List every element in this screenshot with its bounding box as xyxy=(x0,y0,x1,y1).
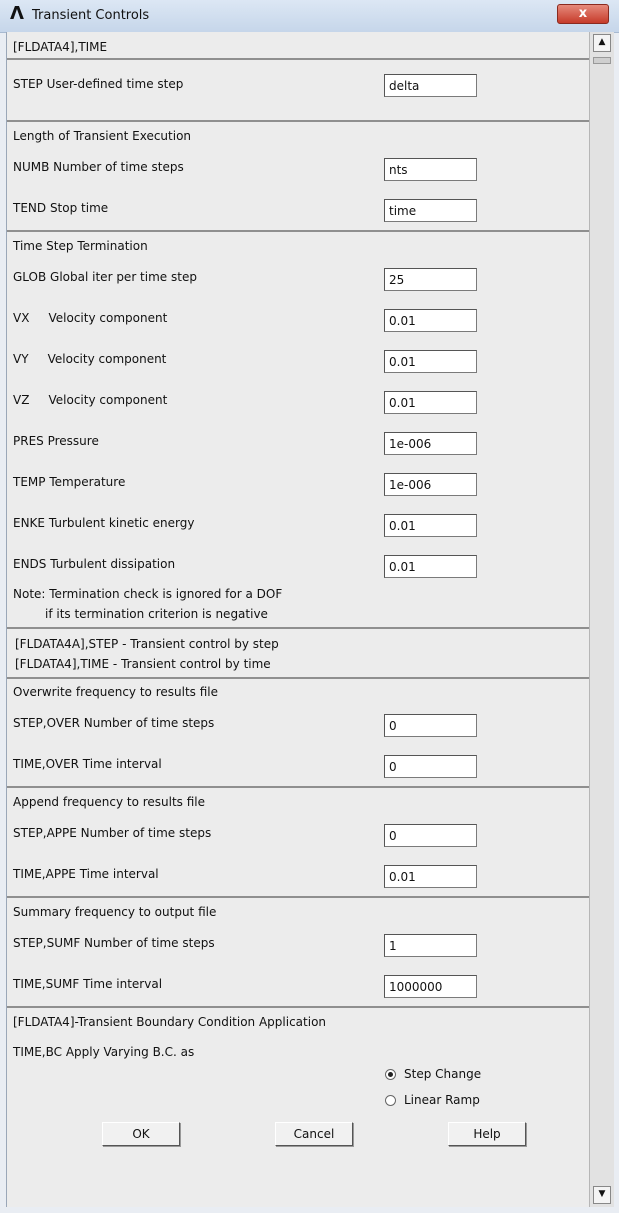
vx-input[interactable] xyxy=(384,309,477,332)
ok-button[interactable]: OK xyxy=(102,1122,180,1146)
divider xyxy=(7,230,589,232)
close-icon: x xyxy=(578,6,588,21)
divider xyxy=(7,786,589,788)
scroll-up-icon[interactable]: ▲ xyxy=(593,34,611,52)
pres-input[interactable] xyxy=(384,432,477,455)
control-by-time-text: [FLDATA4],TIME - Transient control by time xyxy=(15,657,271,671)
time-over-input[interactable] xyxy=(384,755,477,778)
step-appe-input[interactable] xyxy=(384,824,477,847)
step-input[interactable] xyxy=(384,74,477,97)
vx-label: VX Velocity component xyxy=(13,311,168,325)
pres-label: PRES Pressure xyxy=(13,434,99,448)
termination-note: Note: Termination check is ignored for a DOF xyxy=(13,587,283,601)
divider xyxy=(7,120,589,122)
length-heading: Length of Transient Execution xyxy=(13,129,192,143)
close-button[interactable] xyxy=(557,4,609,24)
window-title: Transient Controls xyxy=(32,8,150,23)
vertical-scrollbar[interactable] xyxy=(589,32,614,1207)
temp-input[interactable] xyxy=(384,473,477,496)
time-sumf-label: TIME,SUMF Time interval xyxy=(13,977,163,991)
divider xyxy=(7,677,589,679)
ends-label: ENDS Turbulent dissipation xyxy=(13,557,176,571)
bc-label: TIME,BC Apply Varying B.C. as xyxy=(13,1045,195,1059)
vz-label: VZ Velocity component xyxy=(13,393,168,407)
vy-input[interactable] xyxy=(384,350,477,373)
scroll-down-icon[interactable]: ▼ xyxy=(593,1186,611,1204)
glob-label: GLOB Global iter per time step xyxy=(13,270,197,284)
step-over-input[interactable] xyxy=(384,714,477,737)
radio-step-change-label: Step Change xyxy=(404,1067,482,1081)
ends-input[interactable] xyxy=(384,555,477,578)
bc-heading: [FLDATA4]-Transient Boundary Condition Application xyxy=(13,1015,327,1029)
enke-label: ENKE Turbulent kinetic energy xyxy=(13,516,195,530)
step-over-label: STEP,OVER Number of time steps xyxy=(13,716,215,730)
radio-unselected-icon xyxy=(385,1095,396,1106)
termination-heading: Time Step Termination xyxy=(13,239,148,253)
control-by-step-text: [FLDATA4A],STEP - Transient control by step xyxy=(15,637,279,651)
dialog-panel xyxy=(6,32,589,1207)
temp-label: TEMP Temperature xyxy=(13,475,126,489)
divider xyxy=(7,58,589,60)
step-label: STEP User-defined time step xyxy=(13,77,184,91)
cancel-button[interactable]: Cancel xyxy=(275,1122,353,1146)
time-appe-input[interactable] xyxy=(384,865,477,888)
radio-linear-ramp-label: Linear Ramp xyxy=(404,1093,480,1107)
summary-heading: Summary frequency to output file xyxy=(13,905,217,919)
vy-label: VY Velocity component xyxy=(13,352,167,366)
vz-input[interactable] xyxy=(384,391,477,414)
step-sumf-input[interactable] xyxy=(384,934,477,957)
time-sumf-input[interactable] xyxy=(384,975,477,998)
ansys-logo-icon: Λ xyxy=(10,3,24,24)
radio-linear-ramp[interactable] xyxy=(385,1093,480,1107)
help-button[interactable]: Help xyxy=(448,1122,526,1146)
divider xyxy=(7,896,589,898)
termination-note-continued: if its termination criterion is negative xyxy=(45,607,268,621)
title-bar[interactable] xyxy=(0,0,619,33)
divider xyxy=(7,627,589,629)
time-appe-label: TIME,APPE Time interval xyxy=(13,867,159,881)
step-appe-label: STEP,APPE Number of time steps xyxy=(13,826,212,840)
step-sumf-label: STEP,SUMF Number of time steps xyxy=(13,936,215,950)
time-over-label: TIME,OVER Time interval xyxy=(13,757,162,771)
glob-input[interactable] xyxy=(384,268,477,291)
enke-input[interactable] xyxy=(384,514,477,537)
numb-input[interactable] xyxy=(384,158,477,181)
overwrite-heading: Overwrite frequency to results file xyxy=(13,685,219,699)
command-header: [FLDATA4],TIME xyxy=(13,40,108,54)
divider xyxy=(7,1006,589,1008)
tend-input[interactable] xyxy=(384,199,477,222)
radio-step-change[interactable] xyxy=(385,1067,481,1081)
append-heading: Append frequency to results file xyxy=(13,795,206,809)
numb-label: NUMB Number of time steps xyxy=(13,160,184,174)
scroll-thumb[interactable] xyxy=(593,57,611,64)
tend-label: TEND Stop time xyxy=(13,201,109,215)
radio-selected-icon xyxy=(385,1069,396,1080)
